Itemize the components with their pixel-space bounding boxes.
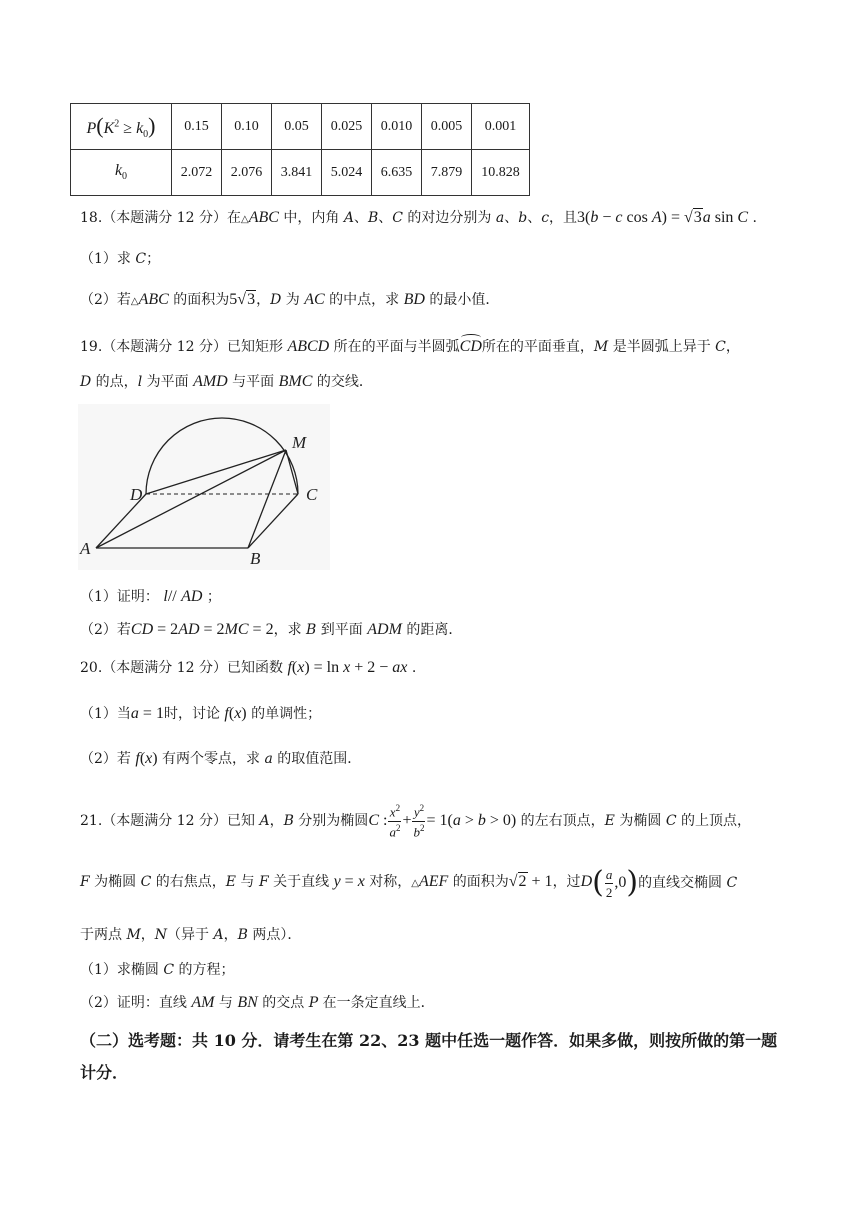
figure-label-a: A bbox=[80, 539, 91, 558]
question-20-part2: （2）若 f(x) 有两个零点，求 a 的取值范围． bbox=[80, 750, 362, 767]
figure-label-d: D bbox=[130, 485, 143, 504]
table-cell: 7.879 bbox=[422, 150, 472, 196]
question-21-part1: （1）求椭圆 C 的方程； bbox=[80, 962, 235, 978]
table-cell: 10.828 bbox=[472, 150, 530, 196]
table-cell: 0.15 bbox=[172, 104, 222, 150]
question-20-stem: 20.（本题满分 12 分）已知函数 f(x) = ln x + 2 − ax . bbox=[80, 659, 417, 676]
question-19-part1: （1）证明： l// AD ； bbox=[80, 588, 221, 605]
table-cell: 2.076 bbox=[222, 150, 272, 196]
question-number: 19. bbox=[80, 339, 103, 355]
question-21-stem: 21.（本题满分 12 分）已知 A，B 分别为椭圆C : $\frac{x^2}{a^2}$ + $\frac{y^2}{b^2}$ = 1(a > b > 0) 的左右顶点，E 为椭圆 C 的上顶点， bbox=[80, 803, 751, 839]
table-cell: 0.005 bbox=[422, 104, 472, 150]
table-header-p: $P(K^2 \ge k_0)$ bbox=[71, 104, 172, 150]
question-21-stem-end: 于两点 M，N（异于 A，B 两点）． bbox=[80, 927, 302, 943]
table-cell: 6.635 bbox=[372, 150, 422, 196]
table-row-p bbox=[71, 104, 530, 150]
table-cell: 3.841 bbox=[272, 150, 322, 196]
figure-label-b: B bbox=[250, 549, 261, 568]
k-squared-table bbox=[70, 103, 530, 196]
figure-background bbox=[78, 404, 330, 570]
question-number: 21. bbox=[80, 813, 103, 829]
question-19-part2: （2）若CD = 2AD = 2MC = 2，求 B 到平面 ADM 的距离． bbox=[80, 621, 463, 638]
table-cell: 0.010 bbox=[372, 104, 422, 150]
table-cell: 5.024 bbox=[322, 150, 372, 196]
question-number: 20. bbox=[80, 660, 103, 676]
question-19-figure bbox=[78, 404, 330, 570]
table-row-k bbox=[71, 150, 530, 196]
question-21-stem-cont: F 为椭圆 C 的右焦点，E 与 F 关于直线 y = x 对称，△AEF 的面积为√2 + 1，过D ( $\frac{a}{2}$ ,0 ) 的直线交椭圆 C bbox=[80, 865, 738, 900]
table-cell: 0.001 bbox=[472, 104, 530, 150]
figure-label-c: C bbox=[306, 485, 318, 504]
table-cell: 0.10 bbox=[222, 104, 272, 150]
question-number: 18. bbox=[80, 210, 103, 226]
section-heading-optional: （二）选考题：共 10 分．请考生在第 22、23 题中任选一题作答．如果多做，则按所做的第一题计分． bbox=[80, 1031, 778, 1082]
question-19-stem-cont: D 的点，l 为平面 AMD 与平面 BMC 的交线． bbox=[80, 373, 373, 390]
table-cell: 2.072 bbox=[172, 150, 222, 196]
question-18-stem: 18.（本题满分 12 分）在△ABC 中，内角 A、B、C 的对边分别为 a、b、c，且3(b − c cos A) = √3a sin C . bbox=[80, 209, 757, 226]
question-19-stem: 19.（本题满分 12 分）已知矩形 ABCD 所在的平面与半圆弧CD所在的平面垂直，M 是半圆弧上异于 C， bbox=[80, 338, 740, 355]
table-cell: 0.025 bbox=[322, 104, 372, 150]
table-cell: 0.05 bbox=[272, 104, 322, 150]
question-21-part2: （2）证明：直线 AM 与 BN 的交点 P 在一条定直线上． bbox=[80, 994, 435, 1011]
question-18-part1: （1）求 C； bbox=[80, 251, 161, 267]
question-18-part2: （2）若△ABC 的面积为5√3，D 为 AC 的中点，求 BD 的最小值． bbox=[80, 291, 500, 308]
table-header-k: $k_0$ bbox=[71, 150, 172, 196]
question-20-part1: （1）当a = 1时，讨论 f(x) 的单调性； bbox=[80, 705, 322, 722]
figure-label-m: M bbox=[292, 433, 307, 452]
